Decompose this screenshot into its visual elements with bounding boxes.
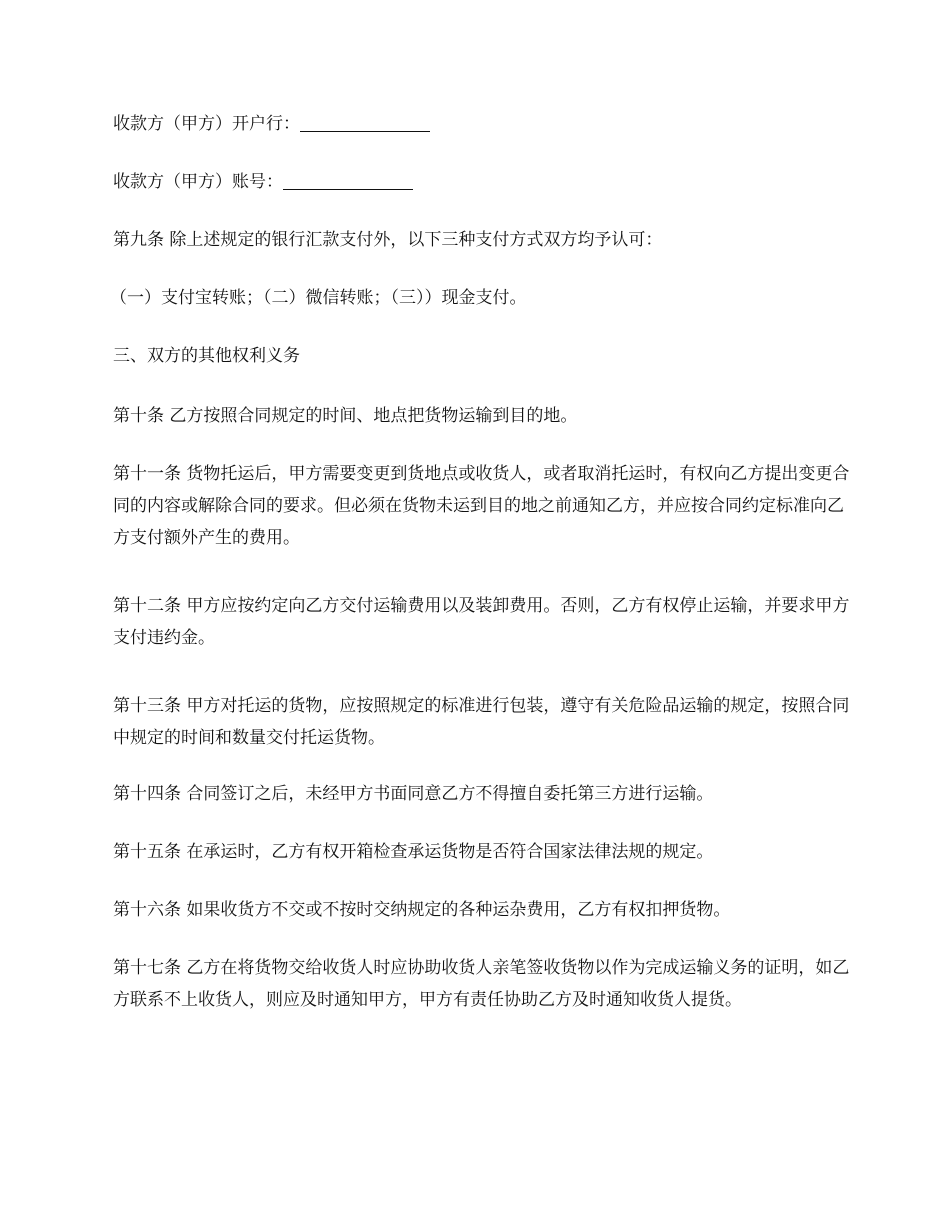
article-14: 第十四条 合同签订之后，未经甲方书面同意乙方不得擅自委托第三方进行运输。	[113, 784, 714, 804]
article-13: 第十三条 甲方对托运的货物，应按照规定的标准进行包装，遵守有关危险品运输的规定，按照合同中规定的时间和数量交付托运货物。	[113, 696, 850, 748]
article-16: 第十六条 如果收货方不交或不按时交纳规定的各种运杂费用，乙方有权扣押货物。	[113, 900, 731, 920]
article-15: 第十五条 在承运时，乙方有权开箱检查承运货物是否符合国家法律法规的规定。	[113, 842, 714, 862]
article-9: 第九条 除上述规定的银行汇款支付外，以下三种支付方式双方均予认可：	[113, 230, 663, 250]
account-line	[113, 166, 853, 198]
bank-blank-field	[300, 113, 430, 132]
article-10: 第十条 乙方按照合同规定的时间、地点把货物运输到目的地。	[113, 406, 578, 426]
payment-methods: （一）支付宝转账；（二）微信转账；（三））现金支付。	[110, 288, 527, 308]
section-heading-3: 三、双方的其他权利义务	[113, 346, 300, 366]
account-blank-field	[283, 171, 413, 190]
article-11: 第十一条 货物托运后，甲方需要变更到货地点或收货人，或者取消托运时，有权向乙方提出变更合同的内容或解除合同的要求。但必须在货物未运到目的地之前通知乙方，并应按合同约定标准向乙方支付额外产生的费用。	[113, 464, 850, 548]
article-12: 第十二条 甲方应按约定向乙方交付运输费用以及装卸费用。否则，乙方有权停止运输，并要求甲方支付违约金。	[113, 596, 850, 648]
account-label: 收款方（甲方）账号：	[113, 172, 283, 192]
article-17: 第十七条 乙方在将货物交给收货人时应协助收货人亲笔签收货物以作为完成运输义务的证明，如乙方联系不上收货人，则应及时通知甲方，甲方有责任协助乙方及时通知收货人提货。	[113, 958, 850, 1010]
bank-line	[113, 108, 853, 140]
bank-label: 收款方（甲方）开户行：	[113, 114, 300, 134]
